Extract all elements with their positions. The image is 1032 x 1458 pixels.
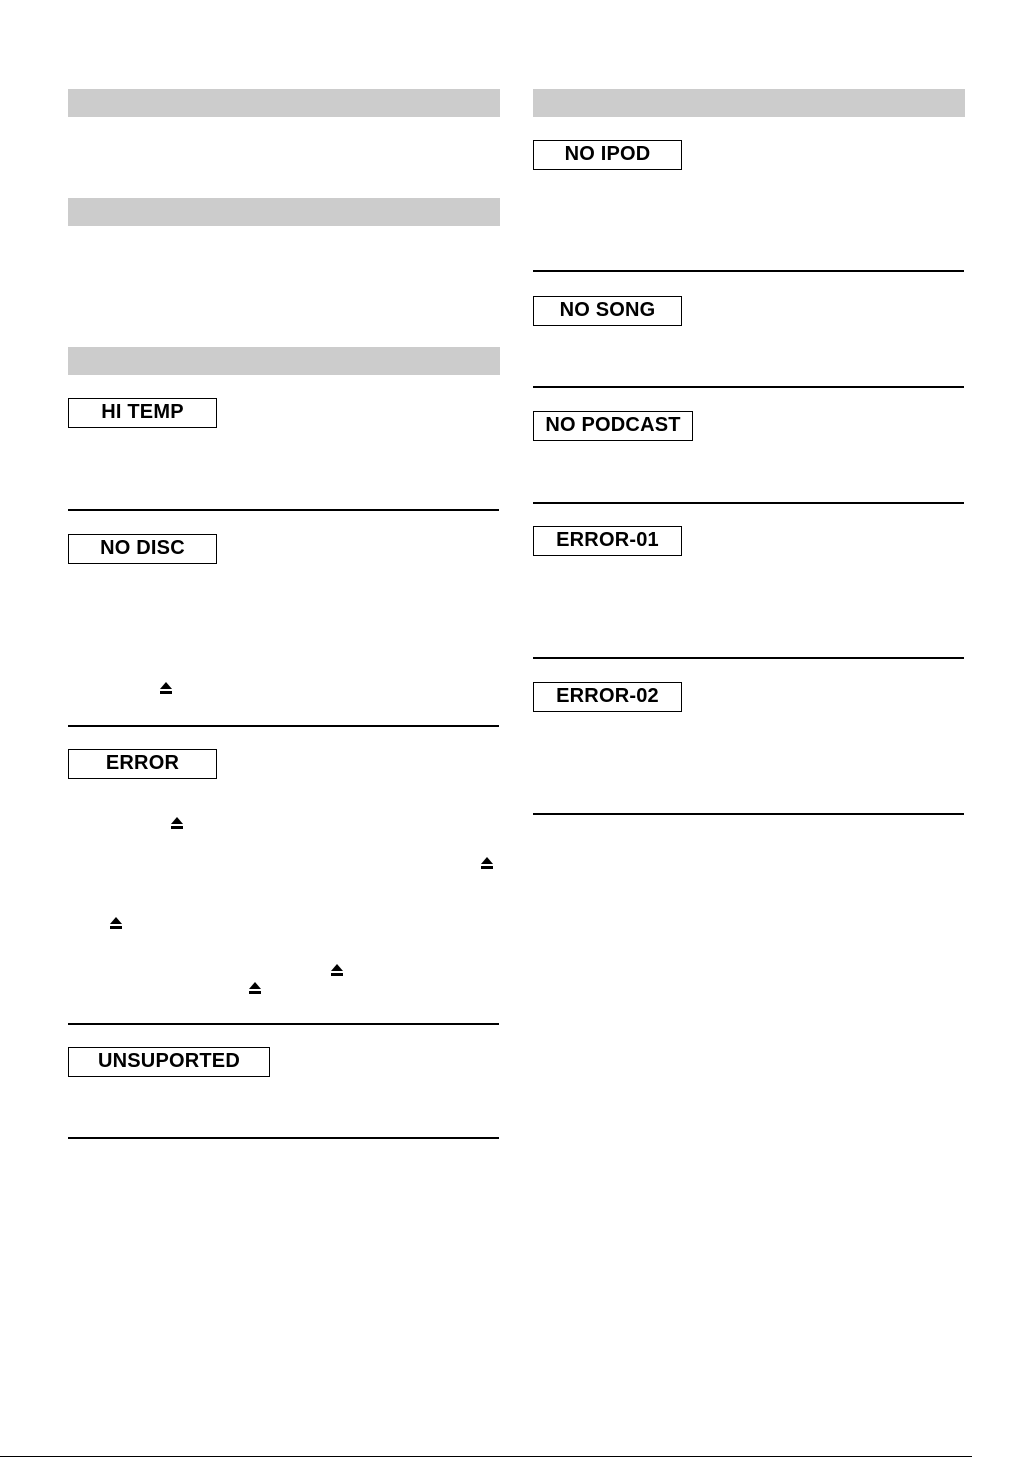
message-label-no-podcast: NO PODCAST [533,411,693,441]
eject-icon [171,817,184,830]
message-label-unsuported: UNSUPORTED [68,1047,270,1077]
section-header-bar [68,89,500,117]
eject-icon [249,982,262,995]
message-label-error-02: ERROR-02 [533,682,682,712]
message-label-no-song: NO SONG [533,296,682,326]
section-header-bar [533,89,965,117]
divider [533,657,964,659]
section-header-bar [68,347,500,375]
message-label-hi-temp: HI TEMP [68,398,217,428]
divider [533,813,964,815]
divider [68,1023,499,1025]
message-label-no-disc: NO DISC [68,534,217,564]
divider [533,270,964,272]
message-label-error-01: ERROR-01 [533,526,682,556]
eject-icon [110,917,123,930]
footer-rule [0,1456,972,1457]
eject-icon [331,964,344,977]
section-header-bar [68,198,500,226]
divider [533,386,964,388]
eject-icon [481,857,494,870]
divider [68,509,499,511]
divider [68,725,499,727]
divider [533,502,964,504]
message-label-no-ipod: NO IPOD [533,140,682,170]
message-label-error: ERROR [68,749,217,779]
eject-icon [160,682,173,695]
divider [68,1137,499,1139]
